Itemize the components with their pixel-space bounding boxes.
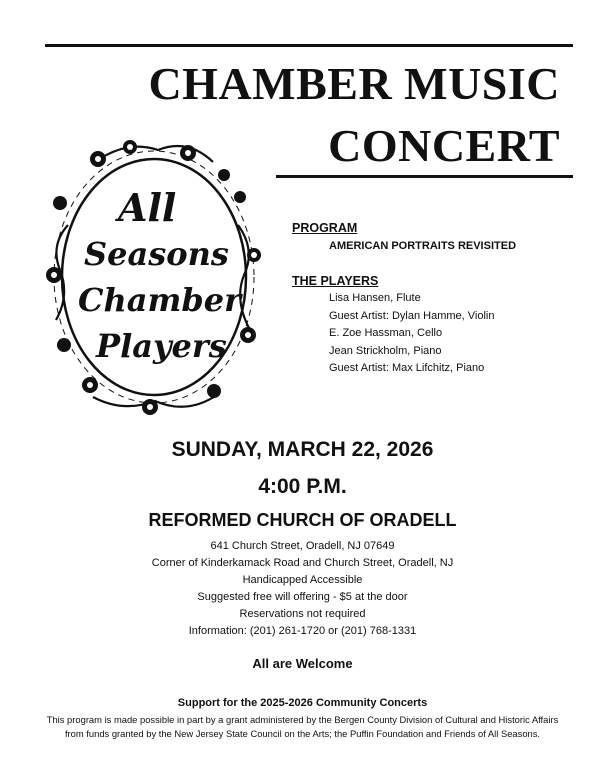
all-seasons-logo: [38, 135, 270, 420]
event-date: SUNDAY, MARCH 22, 2026: [171, 438, 434, 461]
support-text: [0, 713, 605, 740]
logo-word-4: Players: [96, 327, 227, 365]
program-title: AMERICAN PORTRAITS REVISITED: [329, 240, 517, 252]
logo-word-1: All: [118, 185, 177, 230]
event-details: [0, 538, 605, 640]
detail-line: Corner of Kinderkamack Road and Church Street, Oradell, NJ: [151, 557, 454, 569]
title-line-2: CONCERT: [328, 120, 560, 171]
player-item: Jean Strickholm, Piano: [329, 344, 442, 357]
player-item: Guest Artist: Max Lifchitz, Piano: [329, 362, 485, 374]
event-venue: REFORMED CHURCH OF ORADELL: [148, 510, 457, 530]
welcome-text: All are Welcome: [252, 656, 353, 671]
top-rule: [45, 44, 573, 47]
players-heading: THE PLAYERS: [292, 274, 379, 288]
logo-word-2: Seasons: [84, 235, 229, 273]
detail-line: Suggested free will offering - $5 at the door: [197, 591, 408, 603]
flower-cluster-icons: [46, 140, 261, 415]
player-item: E. Zoe Hassman, Cello: [329, 327, 443, 339]
detail-line: Handicapped Accessible: [242, 574, 363, 586]
detail-line: Reservations not required: [239, 608, 366, 620]
detail-line: 641 Church Street, Oradell, NJ 07649: [210, 540, 395, 552]
support-line: from funds granted by the New Jersey State Council on the Arts; the Puffin Foundation and Friends of All Seasons.: [64, 727, 541, 739]
event-time: 4:00 P.M.: [258, 475, 347, 498]
support-heading: Support for the 2025-2026 Community Concerts: [177, 697, 428, 709]
title-line-1: CHAMBER MUSIC: [148, 58, 560, 109]
support-line: This program is made possible in part by a grant administered by the Bergen County Division of Cultural and Historic Affairs: [46, 714, 559, 725]
program-heading: PROGRAM: [292, 221, 358, 235]
detail-line: Information: (201) 261-1720 or (201) 768-1331: [188, 625, 417, 637]
player-item: Lisa Hansen, Flute: [329, 292, 421, 304]
logo-word-3: Chamber: [78, 281, 241, 319]
players-list: [329, 290, 494, 378]
player-item: Guest Artist: Dylan Hamme, Violin: [329, 309, 495, 322]
title-underline-rule: [276, 175, 573, 178]
